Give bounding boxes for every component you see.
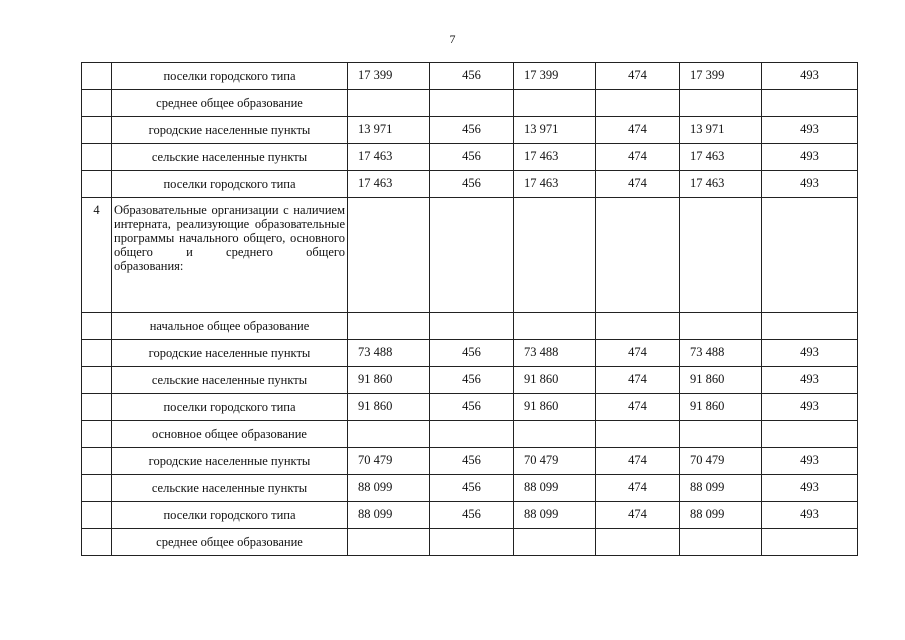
value-cell: 70 479 [348,448,430,475]
value-cell [762,529,858,556]
value-cell: 88 099 [348,502,430,529]
value-cell [348,90,430,117]
value-cell: 17 399 [348,63,430,90]
value-cell [762,421,858,448]
value-cell: 456 [430,117,514,144]
table-row [82,63,858,90]
value-cell: 73 488 [348,340,430,367]
row-name: среднее общее образование [112,90,348,117]
row-name: поселки городского типа [112,63,348,90]
value-cell: 456 [430,367,514,394]
table-row [82,144,858,171]
value-cell [762,198,858,313]
value-cell [514,198,596,313]
table-row [82,502,858,529]
value-cell: 70 479 [514,448,596,475]
row-number [82,313,112,340]
table-row [82,313,858,340]
value-cell: 493 [762,448,858,475]
value-cell: 73 488 [514,340,596,367]
value-cell: 456 [430,394,514,421]
row-name: поселки городского типа [112,171,348,198]
row-number [82,144,112,171]
row-number [82,117,112,144]
value-cell: 88 099 [680,502,762,529]
row-number [82,448,112,475]
value-cell: 493 [762,340,858,367]
row-number [82,394,112,421]
value-cell [596,198,680,313]
value-cell [680,313,762,340]
value-cell: 493 [762,394,858,421]
value-cell [430,313,514,340]
value-cell: 456 [430,502,514,529]
value-cell [514,529,596,556]
value-cell [514,90,596,117]
value-cell: 474 [596,171,680,198]
value-cell: 456 [430,340,514,367]
row-number [82,90,112,117]
row-name: поселки городского типа [112,394,348,421]
value-cell: 456 [430,144,514,171]
value-cell: 70 479 [680,448,762,475]
value-cell [596,90,680,117]
table-row [82,529,858,556]
table-row [82,198,858,313]
value-cell: 17 463 [680,171,762,198]
row-number [82,171,112,198]
value-cell: 474 [596,117,680,144]
value-cell [680,421,762,448]
value-cell: 493 [762,367,858,394]
value-cell [348,313,430,340]
value-cell [430,198,514,313]
value-cell: 456 [430,63,514,90]
value-cell [680,90,762,117]
value-cell: 474 [596,394,680,421]
value-cell: 17 463 [680,144,762,171]
value-cell [680,198,762,313]
value-cell: 91 860 [514,394,596,421]
value-cell: 493 [762,475,858,502]
value-cell: 17 463 [348,171,430,198]
value-cell: 493 [762,171,858,198]
value-cell: 91 860 [680,394,762,421]
value-cell: 474 [596,63,680,90]
value-cell: 456 [430,475,514,502]
row-name: сельские населенные пункты [112,144,348,171]
value-cell: 493 [762,502,858,529]
row-name: среднее общее образование [112,529,348,556]
data-table [81,62,858,556]
value-cell: 91 860 [348,394,430,421]
value-cell: 456 [430,171,514,198]
value-cell: 13 971 [348,117,430,144]
value-cell: 13 971 [680,117,762,144]
row-name: сельские населенные пункты [112,367,348,394]
row-number: 4 [82,198,112,313]
value-cell [596,421,680,448]
value-cell: 474 [596,144,680,171]
value-cell: 493 [762,63,858,90]
row-name [112,198,348,313]
value-cell: 474 [596,367,680,394]
table-row [82,117,858,144]
value-cell: 88 099 [514,502,596,529]
row-name: городские населенные пункты [112,448,348,475]
value-cell: 17 399 [514,63,596,90]
value-cell [348,198,430,313]
value-cell [430,529,514,556]
value-cell: 474 [596,448,680,475]
value-cell: 88 099 [680,475,762,502]
value-cell: 17 463 [514,144,596,171]
page-number: 7 [449,32,456,46]
value-cell: 88 099 [348,475,430,502]
row-number [82,475,112,502]
value-cell [596,313,680,340]
row-name: городские населенные пункты [112,340,348,367]
value-cell: 493 [762,117,858,144]
table-row [82,340,858,367]
row-number [82,367,112,394]
value-cell [348,529,430,556]
value-cell [762,313,858,340]
row-number [82,502,112,529]
value-cell: 17 463 [514,171,596,198]
value-cell: 493 [762,144,858,171]
row-name-last: образования: [114,259,184,273]
row-number [82,529,112,556]
value-cell [514,313,596,340]
value-cell: 474 [596,475,680,502]
value-cell: 91 860 [348,367,430,394]
row-name: поселки городского типа [112,502,348,529]
table-row [82,421,858,448]
value-cell [430,90,514,117]
table-row [82,367,858,394]
table-row [82,448,858,475]
row-name-main: Образовательные организации с наличием интерната, реализующие образовательные программы начального общего, основного общего и среднего общего [114,203,345,259]
value-cell: 91 860 [514,367,596,394]
row-number [82,63,112,90]
value-cell [762,90,858,117]
table-row [82,171,858,198]
table-row [82,90,858,117]
value-cell [348,421,430,448]
row-number [82,421,112,448]
value-cell: 17 399 [680,63,762,90]
value-cell: 73 488 [680,340,762,367]
value-cell [514,421,596,448]
row-number [82,340,112,367]
value-cell: 88 099 [514,475,596,502]
value-cell: 456 [430,448,514,475]
value-cell [430,421,514,448]
row-name: основное общее образование [112,421,348,448]
table-row [82,394,858,421]
value-cell: 13 971 [514,117,596,144]
value-cell: 474 [596,502,680,529]
value-cell [596,529,680,556]
value-cell: 17 463 [348,144,430,171]
row-name: начальное общее образование [112,313,348,340]
row-name: сельские населенные пункты [112,475,348,502]
value-cell [680,529,762,556]
row-name: городские населенные пункты [112,117,348,144]
value-cell: 91 860 [680,367,762,394]
value-cell: 474 [596,340,680,367]
table-row [82,475,858,502]
